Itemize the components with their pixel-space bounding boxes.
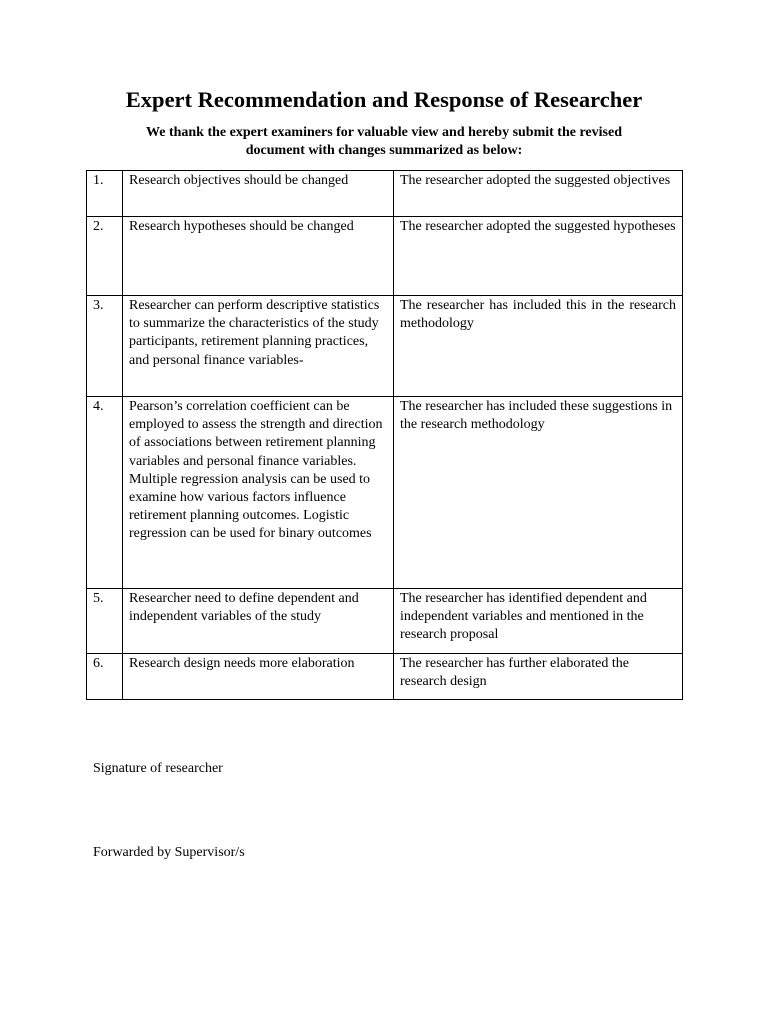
- table-row: [87, 654, 683, 700]
- recommendation-table: [86, 170, 683, 700]
- row-number: 3.: [87, 296, 123, 397]
- table-row: [87, 397, 683, 589]
- signature-label: Signature of researcher: [93, 761, 223, 776]
- table-row: [87, 589, 683, 654]
- table-row: [87, 217, 683, 296]
- recommendation-cell: Researcher need to define dependent and independent variables of the study: [123, 589, 394, 654]
- recommendation-cell: Research objectives should be changed: [123, 171, 394, 217]
- row-number: 2.: [87, 217, 123, 296]
- intro-line-2: document with changes summarized as below:: [245, 143, 523, 158]
- response-cell: The researcher has included this in the research methodology: [394, 296, 683, 397]
- recommendation-cell: Research hypotheses should be changed: [123, 217, 394, 296]
- response-cell: The researcher has included these suggestions in the research methodology: [394, 397, 683, 589]
- forwarded-label: Forwarded by Supervisor/s: [93, 845, 245, 860]
- response-cell: The researcher adopted the suggested hypotheses: [394, 217, 683, 296]
- row-number: 4.: [87, 397, 123, 589]
- intro-paragraph: [100, 124, 668, 160]
- recommendation-cell: Pearson’s correlation coefficient can be employed to assess the strength and direction of associations between retirement planning variables and personal finance variables. Multiple regression analysis can be used to examine how various factors influence retirement planning outcomes. Logistic regression can be used for binary outcomes: [123, 397, 394, 589]
- recommendation-cell: Researcher can perform descriptive statistics to summarize the characteristics of the study participants, retirement planning practices, and personal finance variables-: [123, 296, 394, 397]
- response-cell: The researcher adopted the suggested objectives: [394, 171, 683, 217]
- recommendation-cell: Research design needs more elaboration: [123, 654, 394, 700]
- response-cell: The researcher has further elaborated the research design: [394, 654, 683, 700]
- table-row: [87, 296, 683, 397]
- row-number: 1.: [87, 171, 123, 217]
- page-title: Expert Recommendation and Response of Researcher: [125, 87, 643, 112]
- response-cell: The researcher has identified dependent and independent variables and mentioned in the research proposal: [394, 589, 683, 654]
- table-row: [87, 171, 683, 217]
- row-number: 5.: [87, 589, 123, 654]
- row-number: 6.: [87, 654, 123, 700]
- intro-line-1: We thank the expert examiners for valuable view and hereby submit the revised: [146, 125, 622, 140]
